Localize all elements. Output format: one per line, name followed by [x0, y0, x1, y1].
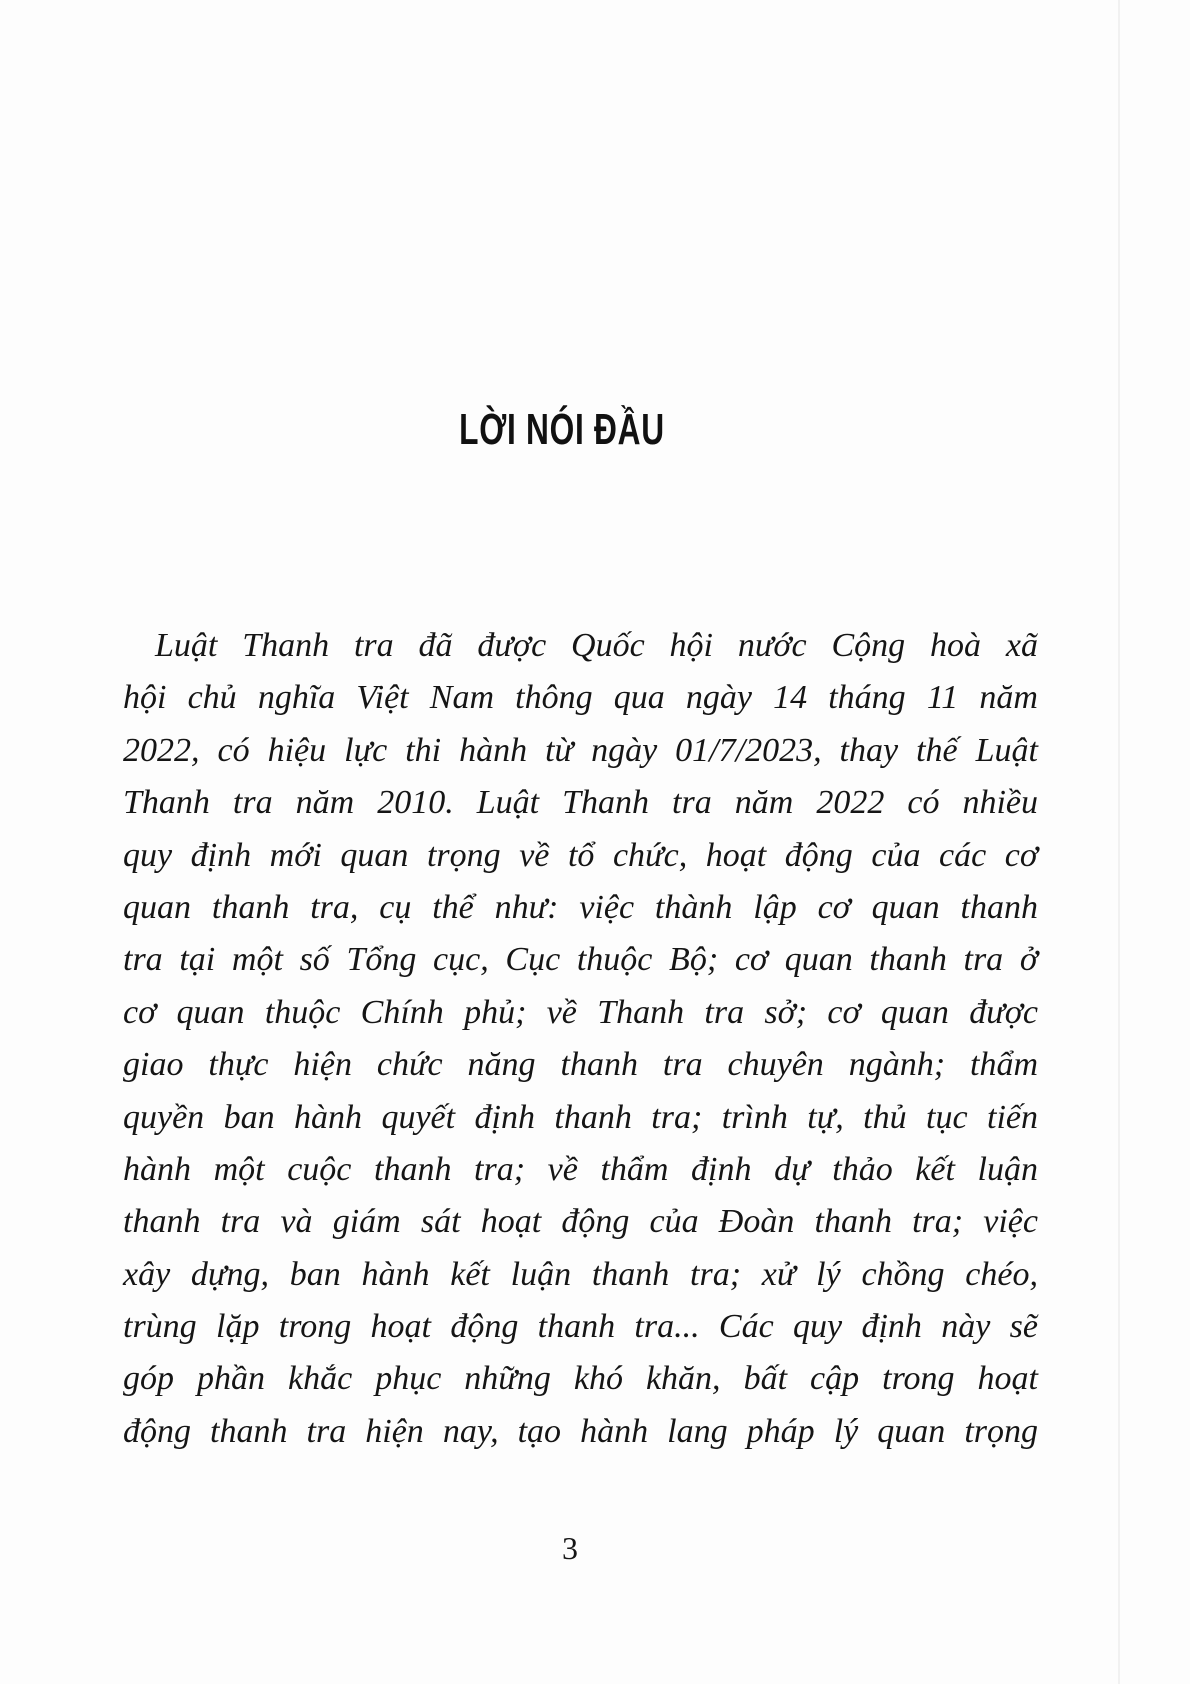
text-line: giao thực hiện chức năng thanh tra chuyên ngành; thẩm	[123, 1046, 1038, 1084]
text-line: động thanh tra hiện nay, tạo hành lang pháp lý quan trọng	[123, 1412, 1038, 1450]
text-line: cơ quan thuộc Chính phủ; về Thanh tra sở; cơ quan được	[123, 993, 1038, 1031]
page-title: LỜI NÓI ĐẦU	[459, 405, 665, 454]
text-line: hành một cuộc thanh tra; về thẩm định dự thảo kết luận	[123, 1150, 1038, 1188]
text-line: thanh tra và giám sát hoạt động của Đoàn thanh tra; việc	[123, 1203, 1038, 1241]
text-line: quyền ban hành quyết định thanh tra; trình tự, thủ tục tiến	[123, 1098, 1038, 1136]
body-paragraph	[123, 620, 1038, 1458]
text-line: quan thanh tra, cụ thể như: việc thành lập cơ quan thanh	[123, 888, 1038, 926]
text-line: Luật Thanh tra đã được Quốc hội nước Cộng hoà xã	[155, 627, 1038, 664]
text-line: xây dựng, ban hành kết luận thanh tra; xử lý chồng chéo,	[123, 1255, 1038, 1293]
text-line: góp phần khắc phục những khó khăn, bất cập trong hoạt	[123, 1360, 1038, 1398]
page-number: 3	[562, 1530, 578, 1566]
text-line: Thanh tra năm 2010. Luật Thanh tra năm 2022 có nhiều	[123, 784, 1038, 822]
text-line: 2022, có hiệu lực thi hành từ ngày 01/7/2023, thay thế Luật	[123, 731, 1038, 769]
scan-edge	[1118, 0, 1120, 1684]
text-line: quy định mới quan trọng về tổ chức, hoạt động của các cơ	[123, 836, 1038, 874]
text-line: tra tại một số Tổng cục, Cục thuộc Bộ; cơ quan thanh tra ở	[123, 941, 1038, 979]
text-line: hội chủ nghĩa Việt Nam thông qua ngày 14 tháng 11 năm	[123, 679, 1038, 717]
text-line: trùng lặp trong hoạt động thanh tra... Các quy định này sẽ	[123, 1308, 1038, 1346]
